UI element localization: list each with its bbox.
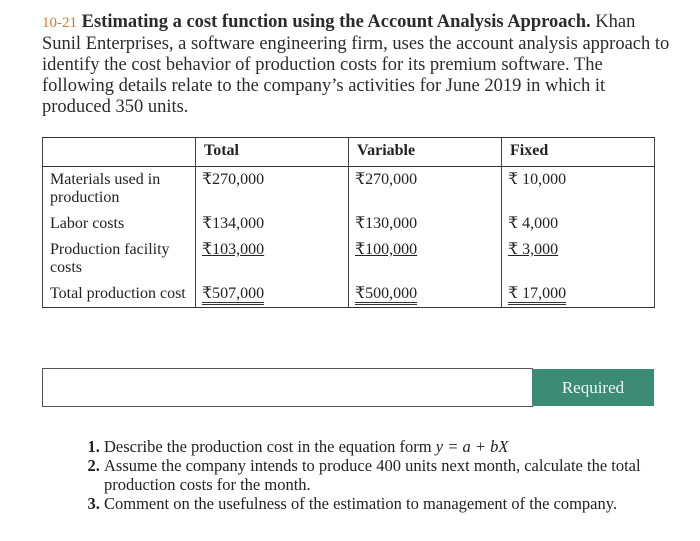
problem-title: Estimating a cost function using the Account Analysis Approach. <box>81 12 591 32</box>
problem-statement <box>42 12 672 118</box>
cell-variable: ₹500,000 <box>349 281 502 308</box>
table-row <box>43 167 655 212</box>
cell-total: ₹507,000 <box>196 281 349 308</box>
cell-fixed: ₹ 3,000 <box>502 237 655 281</box>
cell-variable: ₹130,000 <box>349 211 502 237</box>
cell-total: ₹270,000 <box>196 167 349 212</box>
answer-input-box[interactable] <box>42 368 533 407</box>
table-header-row <box>43 138 655 167</box>
header-fixed: Fixed <box>502 138 655 167</box>
cell-variable: ₹270,000 <box>349 167 502 212</box>
cell-total: ₹103,000 <box>196 237 349 281</box>
problem-body: Khan Sunil Enterprises, a software engineering firm, uses the account analysis approach to identify the cost behavior of production costs for its premium software. The following details relate to the company’s activities for June 2019 in which it produced 350 units. <box>42 12 670 117</box>
table-row <box>43 211 655 237</box>
list-item: 3. Comment on the usefulness of the estimation to management of the company. <box>104 494 664 513</box>
row-label: Labor costs <box>43 211 196 237</box>
header-variable: Variable <box>349 138 502 167</box>
cell-total: ₹134,000 <box>196 211 349 237</box>
cell-fixed: ₹ 10,000 <box>502 167 655 212</box>
row-label: Production facility costs <box>43 237 196 281</box>
list-item: 2. Assume the company intends to produce 400 units next month, calculate the total production costs for the month. <box>104 456 664 494</box>
table-row-total <box>43 281 655 308</box>
cost-equation: y = a + bX <box>435 437 509 456</box>
row-label: Materials used in production <box>43 167 196 212</box>
cell-variable: ₹100,000 <box>349 237 502 281</box>
cost-table <box>42 137 655 308</box>
list-item: 1. Describe the production cost in the equation form y = a + bX <box>104 437 664 456</box>
cell-fixed: ₹ 4,000 <box>502 211 655 237</box>
required-button[interactable]: Required <box>532 369 654 406</box>
questions-list <box>78 437 664 513</box>
cell-fixed: ₹ 17,000 <box>502 281 655 308</box>
row-label: Total production cost <box>43 281 196 308</box>
header-total: Total <box>196 138 349 167</box>
problem-number: 10-21 <box>42 15 77 31</box>
header-blank <box>43 138 196 167</box>
table-row <box>43 237 655 281</box>
